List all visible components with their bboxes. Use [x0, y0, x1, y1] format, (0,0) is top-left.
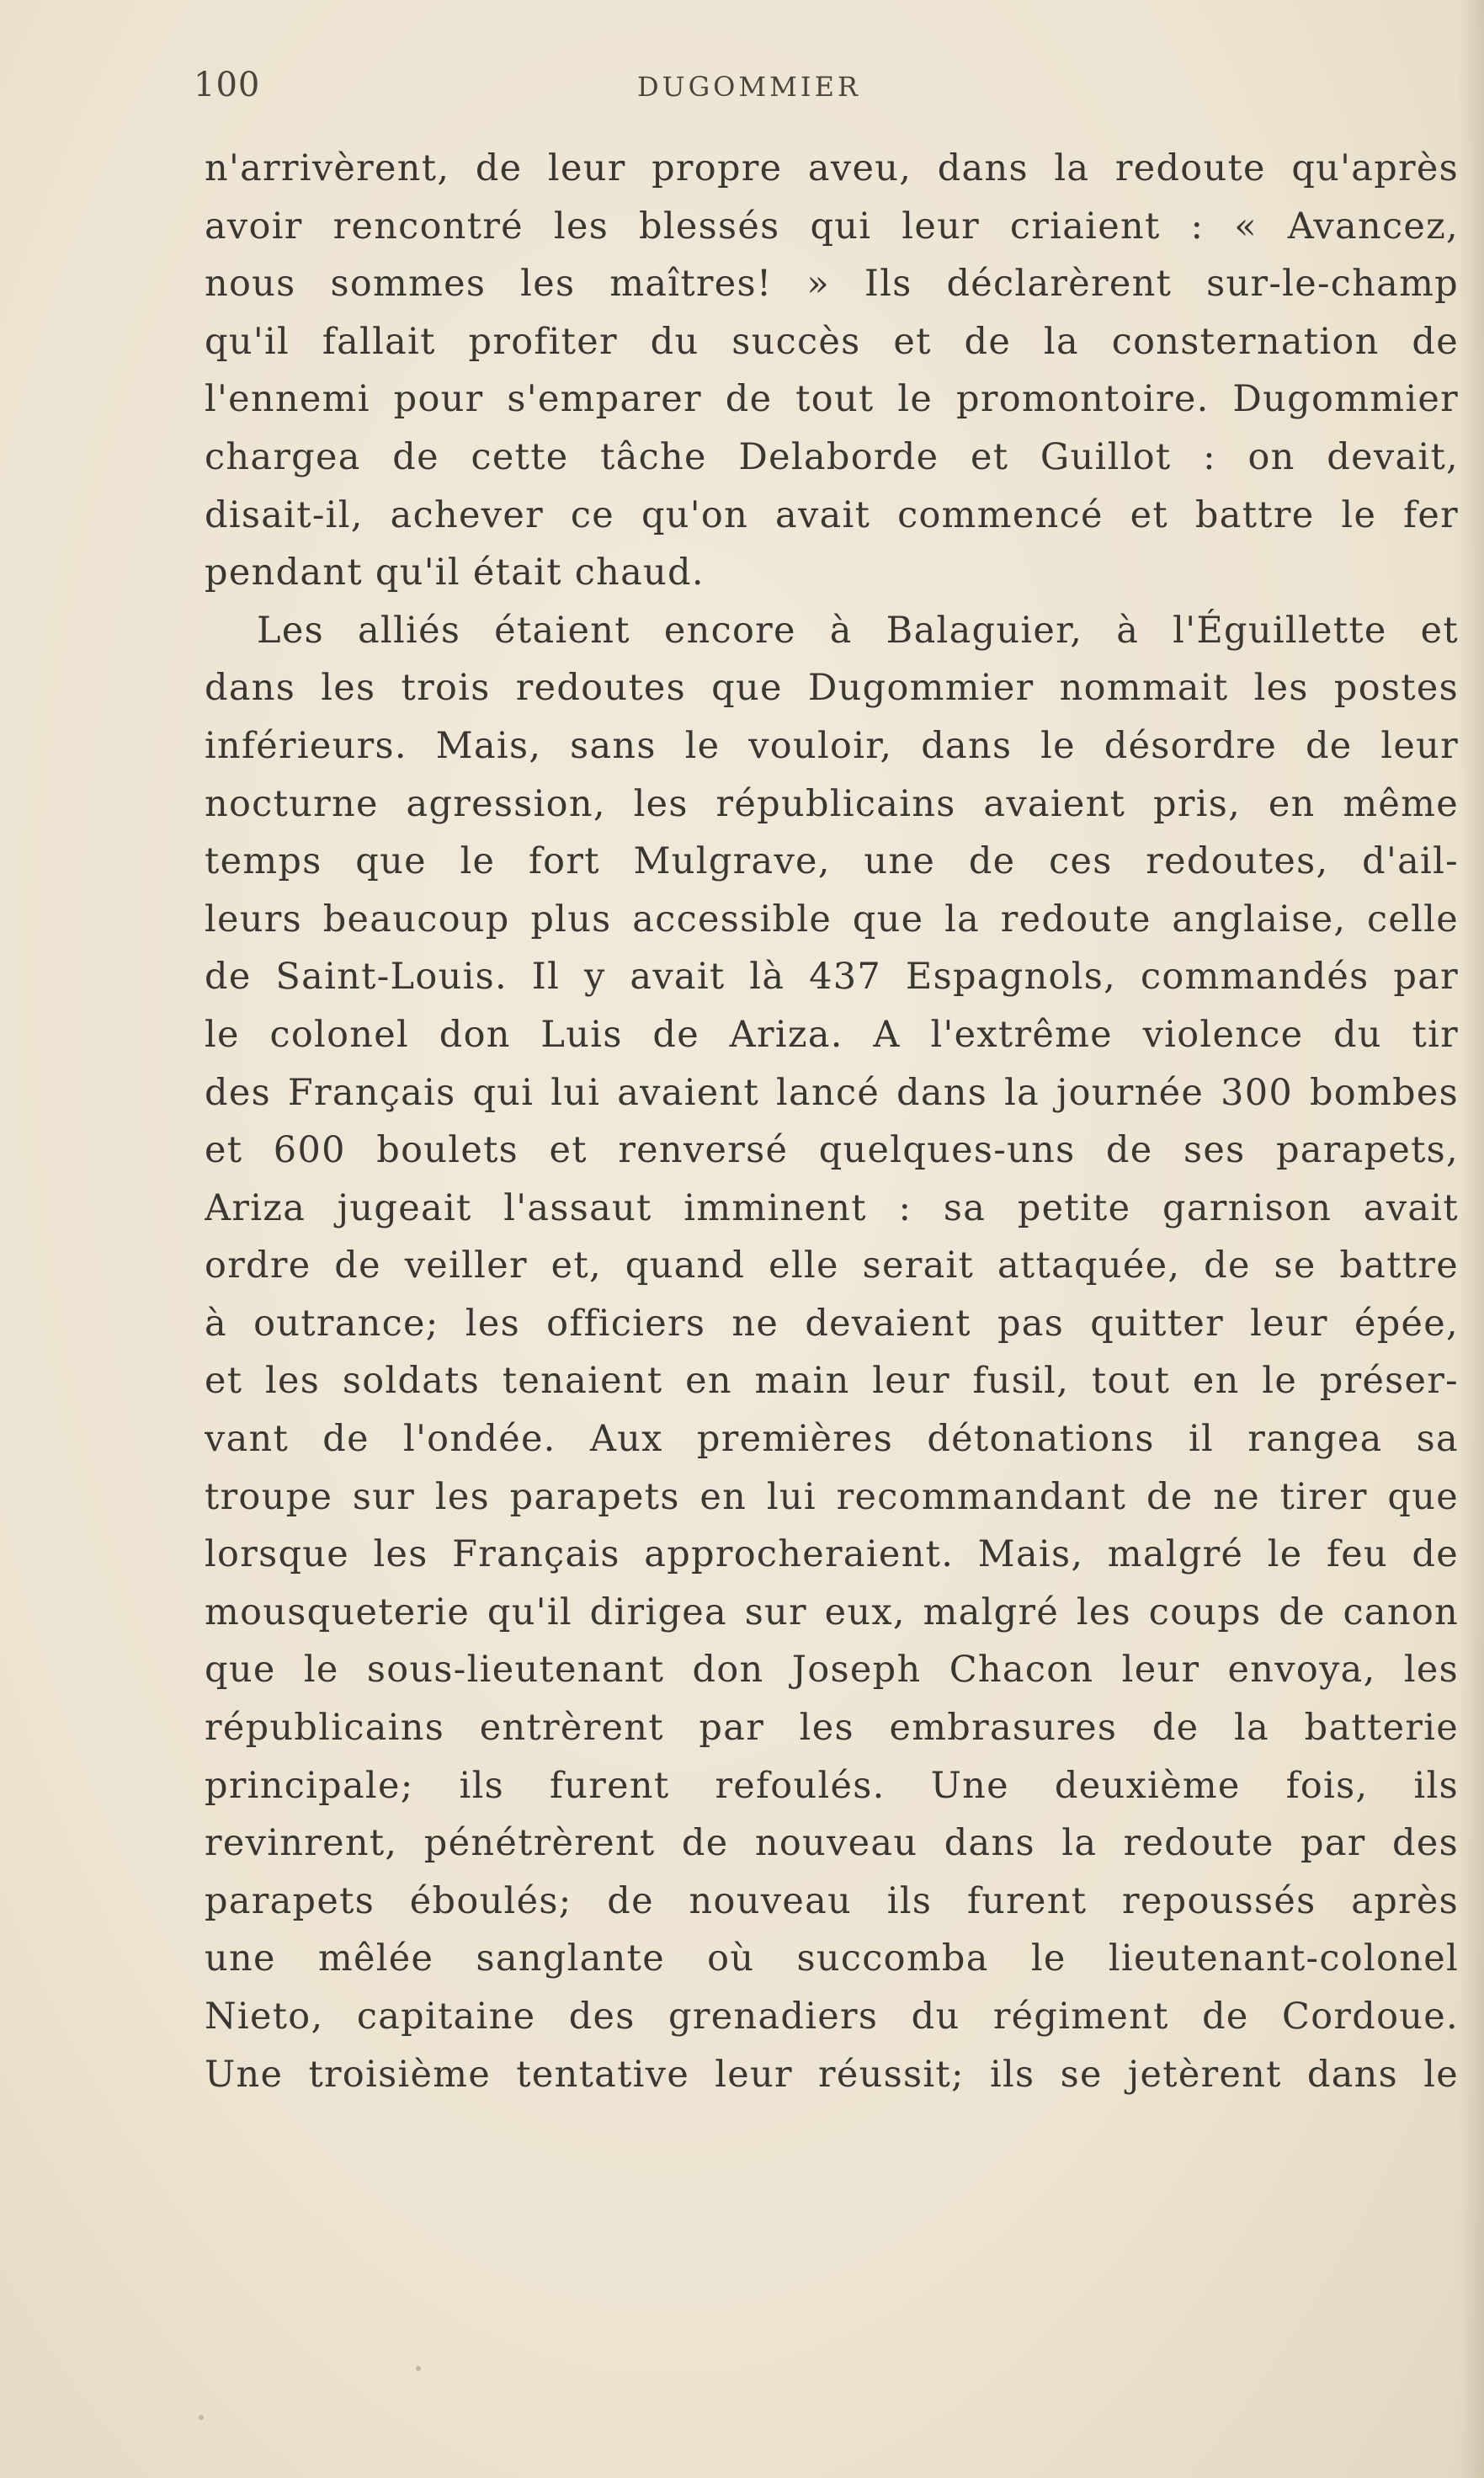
- text-line: Une troisième tentative leur réussit; ils se jetèrent dans le: [205, 2053, 1459, 2096]
- text-line: de Saint-Louis. Il y avait là 437 Espagnols, commandés par: [205, 956, 1459, 999]
- text-line: avoir rencontré les blessés qui leur criaient : « Avancez,: [205, 205, 1459, 248]
- text-line: républicains entrèrent par les embrasures de la batterie: [205, 1707, 1459, 1750]
- text-line: disait-il, achever ce qu'on avait commencé et battre le fer: [205, 493, 1459, 536]
- text-line: inférieurs. Mais, sans le vouloir, dans le désordre de leur: [205, 724, 1459, 767]
- text-line: principale; ils furent refoulés. Une deuxième fois, ils: [205, 1764, 1459, 1807]
- text-line: qu'il fallait profiter du succès et de la consternation de: [205, 320, 1459, 363]
- text-line: dans les trois redoutes que Dugommier nommait les postes: [205, 667, 1459, 710]
- text-line: nocturne agression, les républicains avaient pris, en même: [205, 782, 1459, 825]
- text-line: mousqueterie qu'il dirigea sur eux, malgré les coups de canon: [205, 1591, 1459, 1633]
- text-line: le colonel don Luis de Ariza. A l'extrême violence du tir: [205, 1013, 1459, 1056]
- text-line: revinrent, pénétrèrent de nouveau dans la redoute par des: [205, 1822, 1459, 1865]
- body-text: [205, 140, 1459, 2103]
- page-number: 100: [194, 66, 261, 104]
- text-line: que le sous-lieutenant don Joseph Chacon leur envoya, les: [205, 1649, 1459, 1692]
- text-line: à outrance; les officiers ne devaient pas quitter leur épée,: [205, 1302, 1459, 1345]
- page-header: [194, 66, 1305, 116]
- paper-speck: [416, 2366, 421, 2371]
- text-line: leurs beaucoup plus accessible que la redoute anglaise, celle: [205, 898, 1459, 941]
- paper-speck: [199, 2415, 204, 2420]
- text-line: vant de l'ondée. Aux premières détonations il rangea sa: [205, 1418, 1459, 1461]
- text-line: temps que le fort Mulgrave, une de ces redoutes, d'ail-: [205, 840, 1459, 883]
- text-line: et les soldats tenaient en main leur fusil, tout en le préser-: [205, 1360, 1459, 1403]
- text-line: nous sommes les maîtres! » Ils déclarèrent sur-le-champ: [205, 263, 1459, 306]
- text-line: l'ennemi pour s'emparer de tout le promontoire. Dugommier: [205, 378, 1459, 421]
- text-line: troupe sur les parapets en lui recommandant de ne tirer que: [205, 1475, 1459, 1518]
- text-line: et 600 boulets et renversé quelques-uns de ses parapets,: [205, 1129, 1459, 1172]
- text-line: lorsque les Français approcheraient. Mais, malgré le feu de: [205, 1533, 1459, 1576]
- text-line: parapets éboulés; de nouveau ils furent repoussés après: [205, 1879, 1459, 1922]
- text-line: des Français qui lui avaient lancé dans la journée 300 bombes: [205, 1071, 1459, 1114]
- text-line: une mêlée sanglante où succomba le lieutenant-colonel: [205, 1937, 1459, 1980]
- text-line: n'arrivèrent, de leur propre aveu, dans la redoute qu'après: [205, 147, 1459, 189]
- text-line: pendant qu'il était chaud.: [205, 552, 705, 594]
- running-title: DUGOMMIER: [636, 71, 862, 103]
- text-line: ordre de veiller et, quand elle serait attaquée, de se battre: [205, 1244, 1459, 1287]
- text-line: Les alliés étaient encore à Balaguier, à l'Éguillette et: [257, 609, 1459, 652]
- page-edge-shadow: [1459, 0, 1484, 2478]
- text-line: Nieto, capitaine des grenadiers du régiment de Cordoue.: [205, 1996, 1459, 2038]
- text-line: Ariza jugeait l'assaut imminent : sa petite garnison avait: [205, 1186, 1459, 1229]
- text-line: chargea de cette tâche Delaborde et Guillot : on devait,: [205, 435, 1459, 478]
